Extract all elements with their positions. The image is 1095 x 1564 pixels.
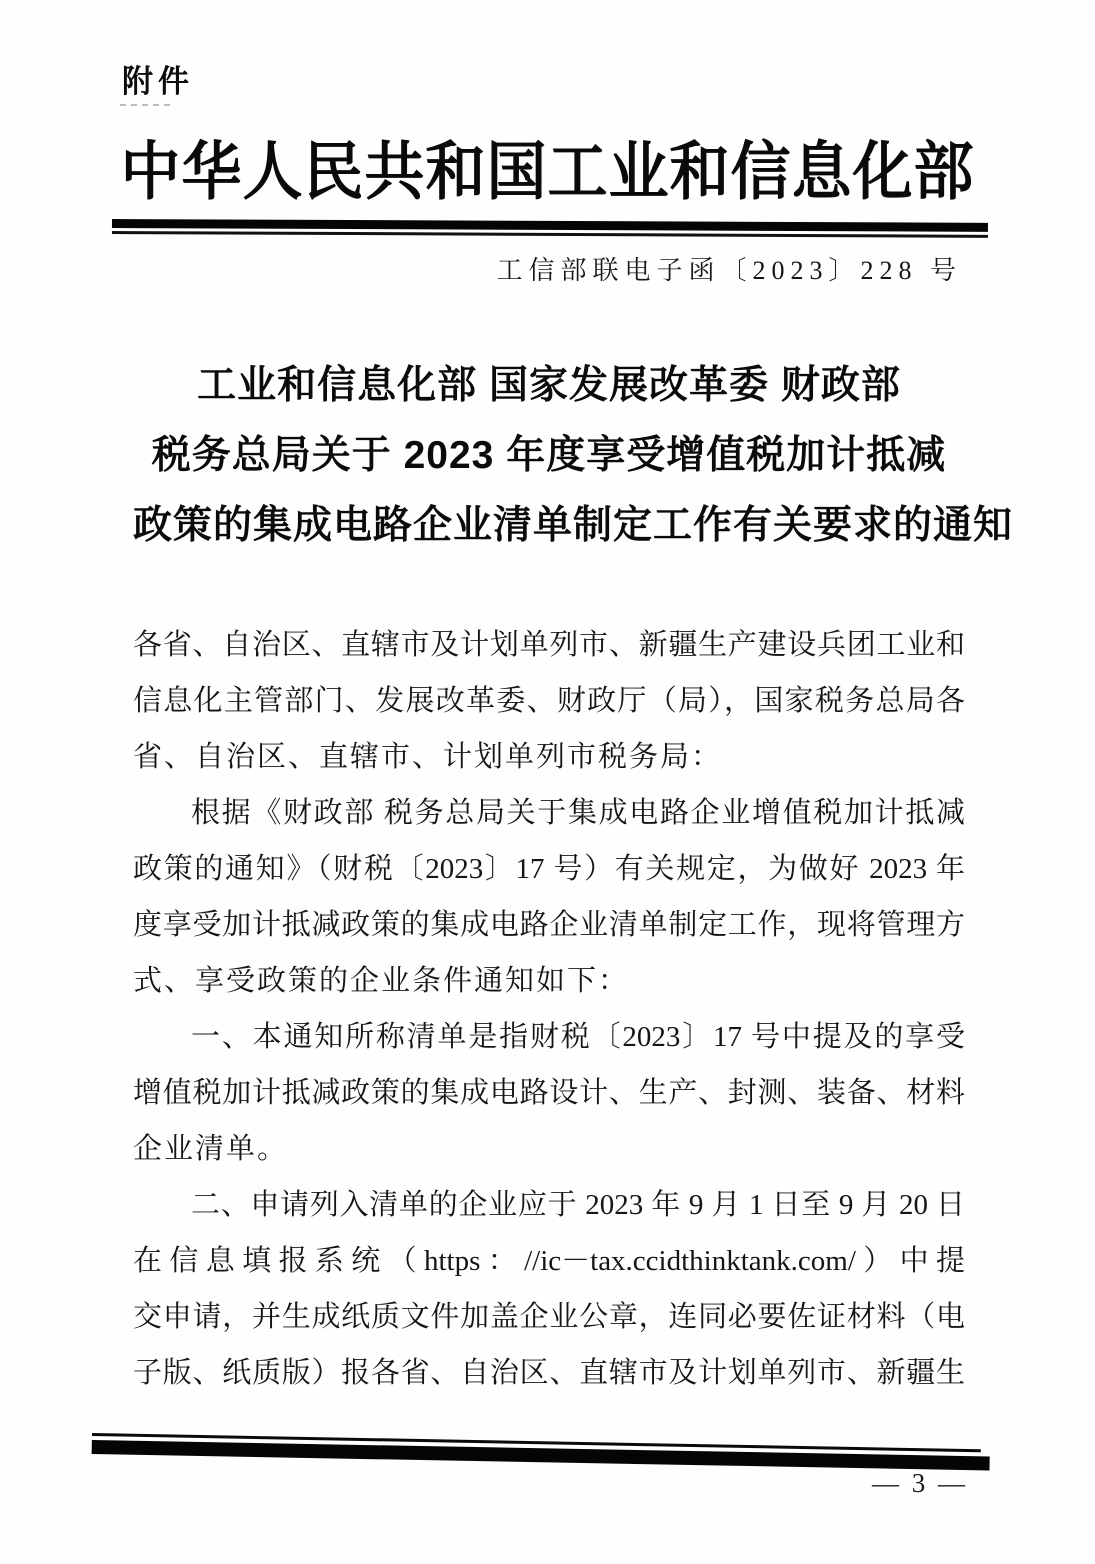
masthead-divider-rule xyxy=(112,219,988,238)
issuing-authority-masthead: 中华人民共和国工业和信息化部 xyxy=(120,137,975,208)
document-reference-number: 工信部联电子函〔2023〕228 号 xyxy=(496,256,962,285)
title-line-3: 政策的集成电路企业清单制定工作有关要求的通知 xyxy=(133,504,1014,547)
attachment-label: 附件 xyxy=(122,64,194,99)
title-line-2: 税务总局关于 2023 年度享受增值税加计抵减 xyxy=(151,434,947,477)
document-title xyxy=(133,351,1014,561)
paragraph xyxy=(133,785,965,1009)
body-line: 二、申请列入清单的企业应于 2023 年 9 月 1 日至 9 月 20 日 xyxy=(191,1189,965,1221)
scan-bar-thick-line xyxy=(92,1440,990,1470)
divider-thick-line xyxy=(112,219,988,232)
body-line: 根据《财政部 税务总局关于集成电路企业增值税加计抵减 xyxy=(191,797,965,829)
title-line-1: 工业和信息化部 国家发展改革委 财政部 xyxy=(197,364,901,407)
body-line: 政策的通知》（财税〔2023〕17 号）有关规定，为做好 2023 年 xyxy=(133,853,965,885)
body-line: 在信息填报系统（https：//ic－tax.ccidthinktank.com/）中提 xyxy=(133,1245,965,1277)
page-number: — 3 — xyxy=(872,1468,968,1498)
scan-artifact-dash xyxy=(120,104,170,106)
body-line: 信息化主管部门、发展改革委、财政厅（局），国家税务总局各 xyxy=(133,685,965,717)
page-bottom-scan-bar xyxy=(92,1433,990,1470)
body-line: 交申请，并生成纸质文件加盖企业公章，连同必要佐证材料（电 xyxy=(133,1301,965,1333)
body-line: 一、本通知所称清单是指财税〔2023〕17 号中提及的享受 xyxy=(191,1021,965,1053)
paragraph xyxy=(133,617,965,785)
body-line: 企业清单。 xyxy=(133,1133,289,1165)
body-line: 各省、自治区、直辖市及计划单列市、新疆生产建设兵团工业和 xyxy=(133,629,965,661)
paragraph xyxy=(133,1009,965,1177)
body-line: 度享受加计抵减政策的集成电路企业清单制定工作，现将管理方 xyxy=(133,909,965,941)
paragraph xyxy=(133,1177,965,1401)
body-line: 增值税加计抵减政策的集成电路设计、生产、封测、装备、材料 xyxy=(133,1077,965,1109)
body-line: 子版、纸质版）报各省、自治区、直辖市及计划单列市、新疆生 xyxy=(133,1357,965,1389)
document-body xyxy=(133,617,965,1401)
body-line: 式、享受政策的企业条件通知如下： xyxy=(133,965,630,997)
body-line: 省、自治区、直辖市、计划单列市税务局： xyxy=(133,741,723,773)
divider-thin-line xyxy=(112,231,988,238)
